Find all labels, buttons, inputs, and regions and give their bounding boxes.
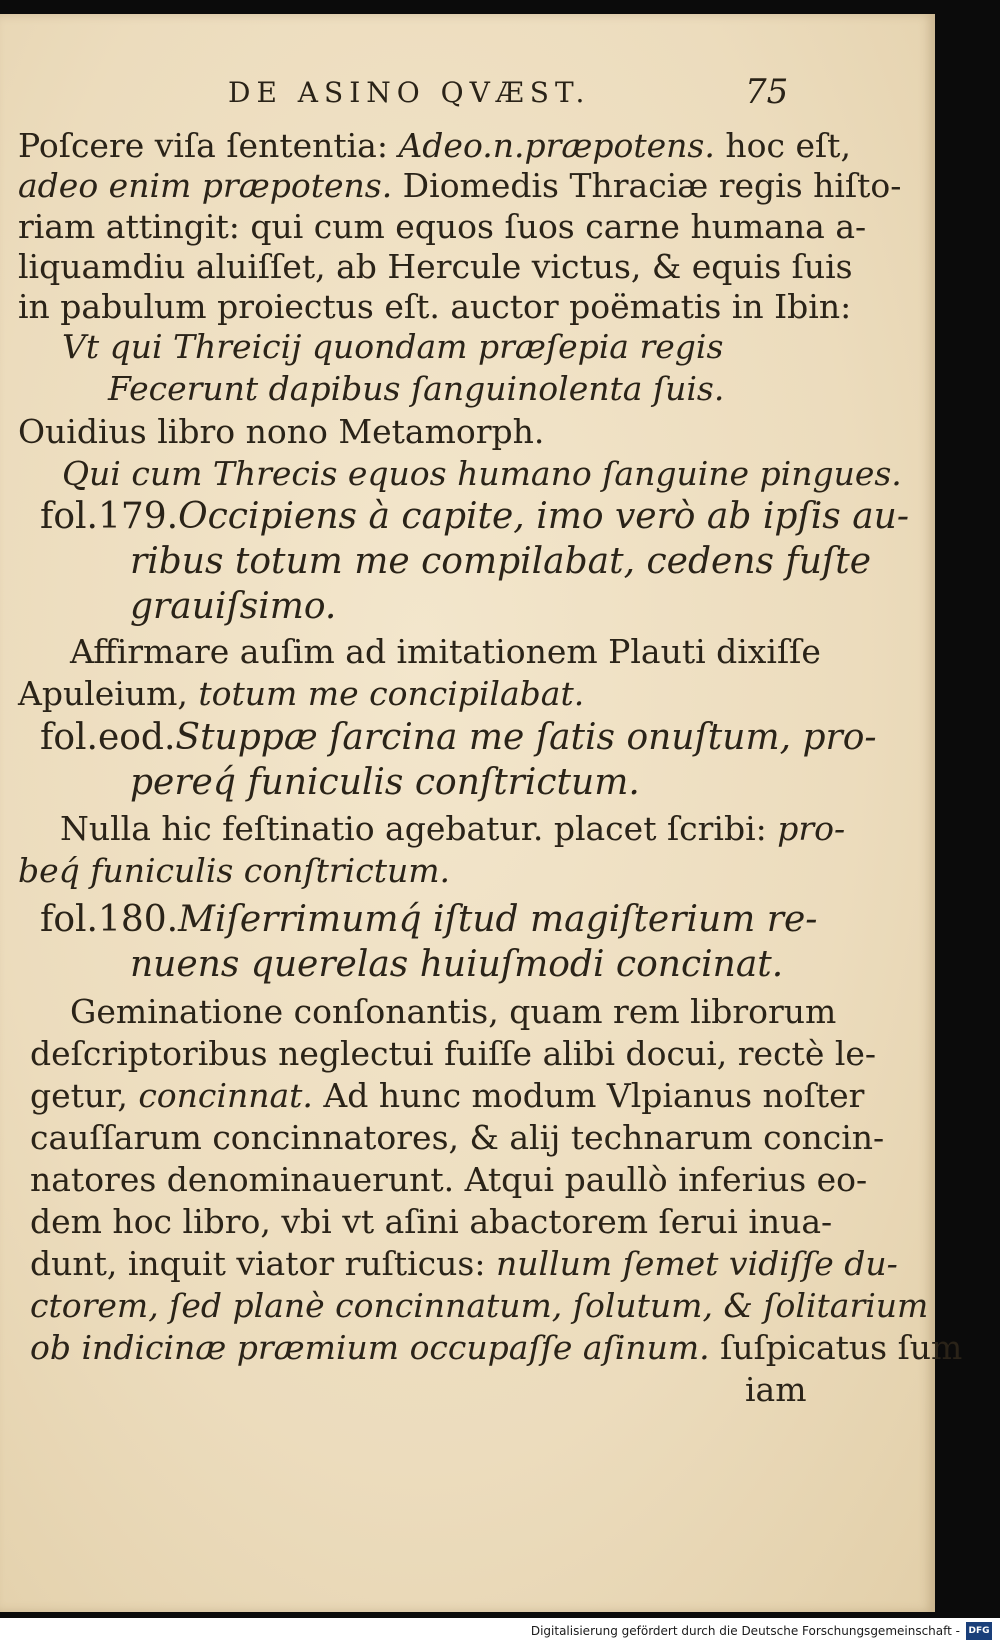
funding-credit: Digitalisierung gefördert durch die Deutsche Forschungsgemeinschaft -: [530, 1624, 960, 1638]
citation-line: fol.180.Miſerrimumq́ iſtud magiſterium re-: [40, 899, 818, 940]
citation-line: fol.179.Occipiens à capite, imo verò ab ipſis au-: [40, 496, 910, 537]
text-line: adeo enim præpotens. Diomedis Thraciæ regis hiſto-: [18, 166, 902, 205]
catchword: iam: [745, 1370, 807, 1409]
text-line: beq́ funiculis conſtrictum.: [18, 851, 450, 890]
verse-line: Qui cum Threcis equos humano ſanguine pingues.: [62, 454, 902, 493]
text-line: liquamdiu aluiſſet, ab Hercule victus, & equis ſuis: [18, 247, 853, 286]
page-number: 75: [745, 72, 789, 112]
digitization-footer: [0, 1618, 1000, 1647]
text-line: Affirmare auſim ad imitationem Plauti dixiſſe: [70, 632, 821, 671]
text-line: Nulla hic feſtinatio agebatur. placet ſcribi: pro-: [60, 809, 846, 848]
citation-line: grauiſsimo.: [130, 586, 337, 627]
verse-line: Vt qui Threicij quondam præſepia regis: [62, 327, 724, 366]
text-line: Apuleium, totum me concipilabat.: [18, 674, 585, 713]
text-line: ctorem, ſed planè concinnatum, ſolutum, & ſolitarium: [30, 1286, 929, 1325]
text-line: natores denominauerunt. Atqui paullò inferius eo-: [30, 1160, 868, 1199]
text-line: in pabulum proiectus eſt. auctor poëmatis in Ibin:: [18, 287, 852, 326]
text-line: Ouidius libro nono Metamorph.: [18, 412, 545, 451]
citation-line: nuens querelas huiuſmodi concinat.: [130, 944, 784, 985]
citation-line: fol.eod.Stuppæ ſarcina me ſatis onuſtum, pro-: [40, 717, 877, 758]
text-line: Poſcere viſa ſententia: Adeo.n.præpotens. hoc eſt,: [18, 126, 851, 165]
text-line: Geminatione conſonantis, quam rem librorum: [70, 992, 837, 1031]
text-line: deſcriptoribus neglectui fuiſſe alibi docui, rectè le-: [30, 1034, 877, 1073]
running-header: DE ASINO QVÆST.: [228, 76, 591, 109]
citation-line: ribus totum me compilabat, cedens fuſte: [130, 541, 872, 582]
text-line: cauſſarum concinnatores, & alij technarum concin-: [30, 1118, 885, 1157]
text-line: getur, concinnat. Ad hunc modum Vlpianus noſter: [30, 1076, 865, 1115]
dfg-logo: DFG: [966, 1622, 992, 1640]
text-line: dunt, inquit viator ruſticus: nullum ſemet vidiſſe du-: [30, 1244, 898, 1283]
book-page: [0, 14, 963, 1612]
verse-line: Fecerunt dapibus ſanguinolenta ſuis.: [108, 369, 725, 408]
text-line: dem hoc libro, vbi vt aſini abactorem ſerui inua-: [30, 1202, 833, 1241]
citation-line: pereq́ funiculis conſtrictum.: [130, 762, 640, 803]
text-line: ob indicinæ præmium occupaſſe aſinum. ſuſpicatus ſum: [30, 1328, 963, 1367]
text-line: riam attingit: qui cum equos ſuos carne humana a-: [18, 207, 867, 246]
